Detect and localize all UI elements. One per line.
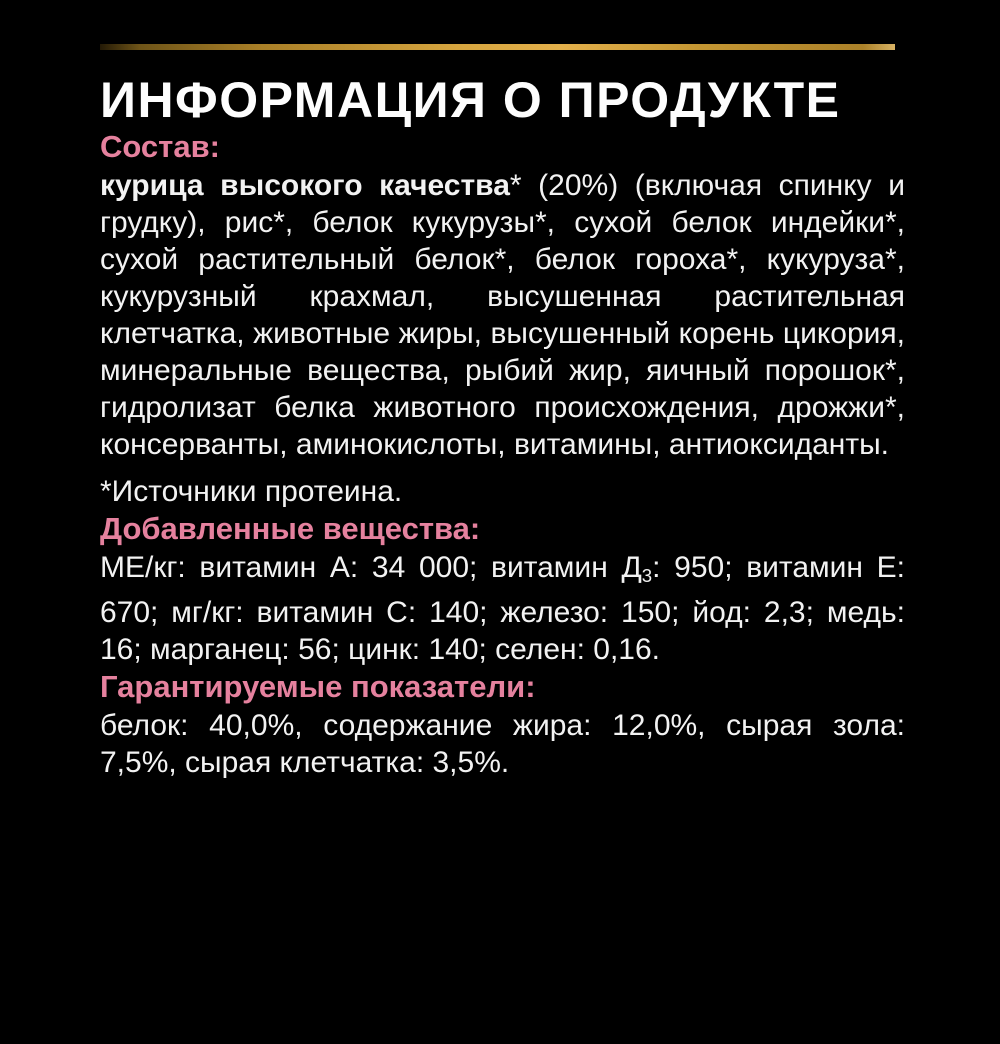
- guaranteed-text: белок: 40,0%, содержание жира: 12,0%, сырая зола: 7,5%, сырая клетчатка: 3,5%.: [100, 709, 905, 780]
- composition-text: [100, 167, 905, 463]
- page-title: ИНФОРМАЦИЯ О ПРОДУКТЕ: [100, 72, 841, 128]
- composition-section: [100, 128, 905, 463]
- composition-heading: Состав:: [100, 129, 220, 164]
- additives-section: [100, 510, 905, 668]
- composition-lead-bold: курица высокого качества: [100, 169, 510, 202]
- guaranteed-section: [100, 668, 905, 781]
- additives-text: [100, 549, 905, 668]
- product-info-panel: [0, 44, 1000, 1044]
- vitamin-d3-subscript: 3: [641, 565, 653, 587]
- composition-rest: * (20%) (включая спинку и грудку), рис*, белок кукурузы*, сухой белок индейки*, сухой растительный белок*, белок гороха*, кукуруза*, кукурузный крахмал, высушенная растительная клетчатка, животные жиры, высушенный корень цикория, минеральные вещества, рыбий жир, яичный порошок*, гидролизат белка животного происхождения, дрожжи*, консерванты, аминокислоты, витамины, антиоксиданты.: [100, 169, 905, 461]
- guaranteed-heading: Гарантируемые показатели:: [100, 669, 536, 705]
- additives-heading: Добавленные вещества:: [100, 511, 481, 546]
- additives-text-before-subscript: МЕ/кг: витамин А: 34 000; витамин Д: [100, 551, 642, 584]
- gold-divider: [100, 44, 895, 50]
- protein-source-note: *Источники протеина.: [100, 475, 403, 508]
- additives-text-after-subscript: : 950; витамин Е: 670; мг/кг: витамин С: 140; железо: 150; йод: 2,3; медь: 16; марганец: 56; цинк: 140; селен: 0,16.: [100, 551, 905, 667]
